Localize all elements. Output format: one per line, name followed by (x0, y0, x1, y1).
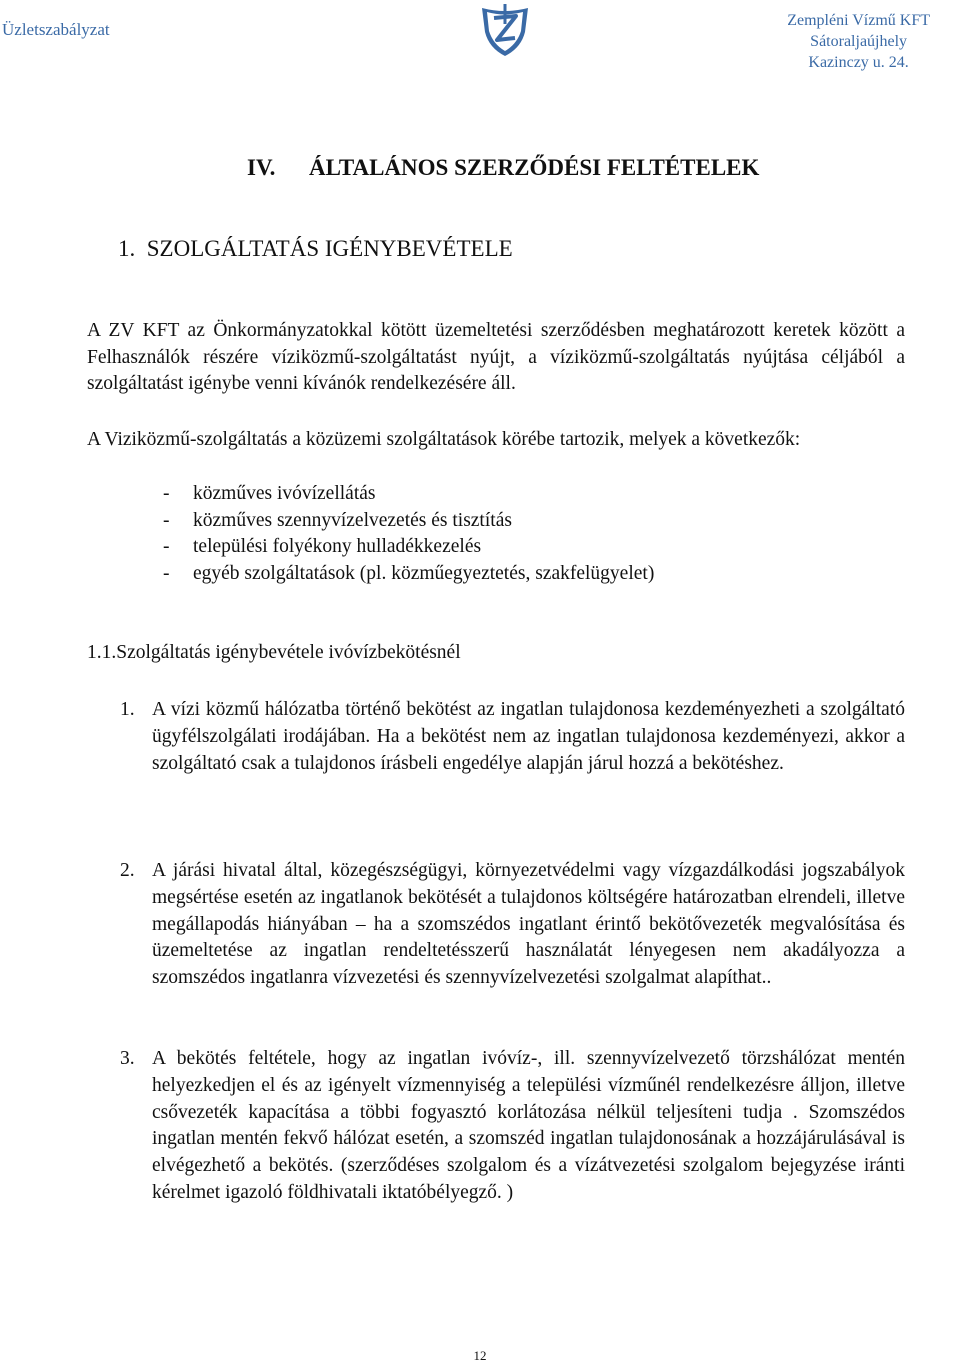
intro-paragraph (87, 318, 905, 398)
item-number: 3. (120, 1048, 135, 1069)
section-title: ÁLTALÁNOS SZERZŐDÉSI FELTÉTELEK (309, 155, 760, 180)
header-document-title: Üzletszabályzat (2, 20, 110, 39)
company-logo-icon (478, 2, 532, 58)
services-list (163, 481, 654, 587)
services-intro-text: A Viziközmű-szolgáltatás a közüzemi szolgáltatások körébe tartozik, melyek a következők: (87, 429, 801, 450)
subsection-heading: 1. SZOLGÁLTATÁS IGÉNYBEVÉTELE (118, 236, 513, 261)
header-company-info (787, 10, 930, 73)
list-item: - közműves ivóvízellátás (163, 483, 376, 504)
list-item-text: települési folyékony hulladékkezelés (193, 536, 482, 558)
list-item-text: közműves ivóvízellátás (193, 483, 376, 504)
numbered-item (120, 1046, 905, 1207)
company-city: Sátoraljaújhely (810, 33, 908, 50)
subheading-1-1: 1.1.Szolgáltatás igénybevétele ivóvízbekötésnél (87, 642, 461, 663)
list-item-text: közműves szennyvízelvezetés és tisztítás (193, 509, 512, 531)
services-intro-paragraph (87, 427, 905, 454)
page-number: 12 (473, 1348, 487, 1363)
section-number: IV. (247, 155, 276, 180)
item-text: A járási hivatal által, közegészségügyi, környezetvédelmi vagy vízgazdálkodási jogszabályok megsértése esetén az ingatlanok bekötését a tulajdonos költségére határozatban elrendeli, illetve megállapodás hiányában – ha a szomszédos ingatlant érintő bekötővezeték megvalósítása és üzemeltetése az ingatlan rendeltetésszerű használatát lényegesen nem akadályozza a szomszédos ingatlanra vízvezetési és szennyvízelvezetési szolgalmat alapíthat.. (152, 860, 905, 989)
section-heading (247, 155, 759, 181)
item-number: 1. (120, 699, 135, 720)
numbered-item (120, 858, 905, 992)
item-text: A bekötés feltétele, hogy az ingatlan ivóvíz-, ill. szennyvízelvezető törzshálózat mentén helyezkedjen el és az igényelt vízmennyiség a települési vízműnél rendelkezésre álljon, illetve csővezeték kapacítása a többi fogyasztó korlátozása nélkül teljesíteni tudja . Szomszédos ingatlan mentén fekvő hálózat esetén, a szomszéd ingatlan tulajdonosának a hozzájárulásával is elvégezhető a bekötés. (szerződéses szolgalom és a vízátvezetési szolgalom bejegyzése iránti kérelmet igazoló földhivatali iktatóbélyegző. ) (152, 1048, 905, 1203)
list-item: - egyéb szolgáltatások (pl. közműegyeztetés, szakfelügyelet) (163, 562, 655, 584)
numbered-item (120, 697, 905, 777)
list-item: - települési folyékony hulladékkezelés (163, 536, 482, 558)
company-name: Zempléni Vízmű KFT (787, 12, 930, 29)
item-number: 2. (120, 860, 135, 881)
company-address: Kazinczy u. 24. (808, 54, 909, 71)
intro-text: A ZV KFT az Önkormányzatokkal kötött üzemeltetési szerződésben meghatározott keretek között a Felhasználók részére víziközmű-szolgáltatást nyújt, a víziközmű-szolgáltatás nyújtása céljából a szolgáltatást igénybe venni kívánók rendelkezésére áll. (87, 320, 905, 395)
list-item-text: egyéb szolgáltatások (pl. közműegyeztetés, szakfelügyelet) (193, 562, 655, 584)
list-item: - közműves szennyvízelvezetés és tisztítás (163, 509, 512, 531)
item-text: A vízi közmű hálózatba történő bekötést az ingatlan tulajdonosa kezdeményezheti a szolgáltató ügyfélszolgálati irodájában. Ha a bekötést nem az ingatlan tulajdonosa kezdeményezi, akkor a szolgáltató csak a tulajdonos írásbeli engedélye alapján járul hozzá a bekötéshez. (152, 699, 905, 774)
